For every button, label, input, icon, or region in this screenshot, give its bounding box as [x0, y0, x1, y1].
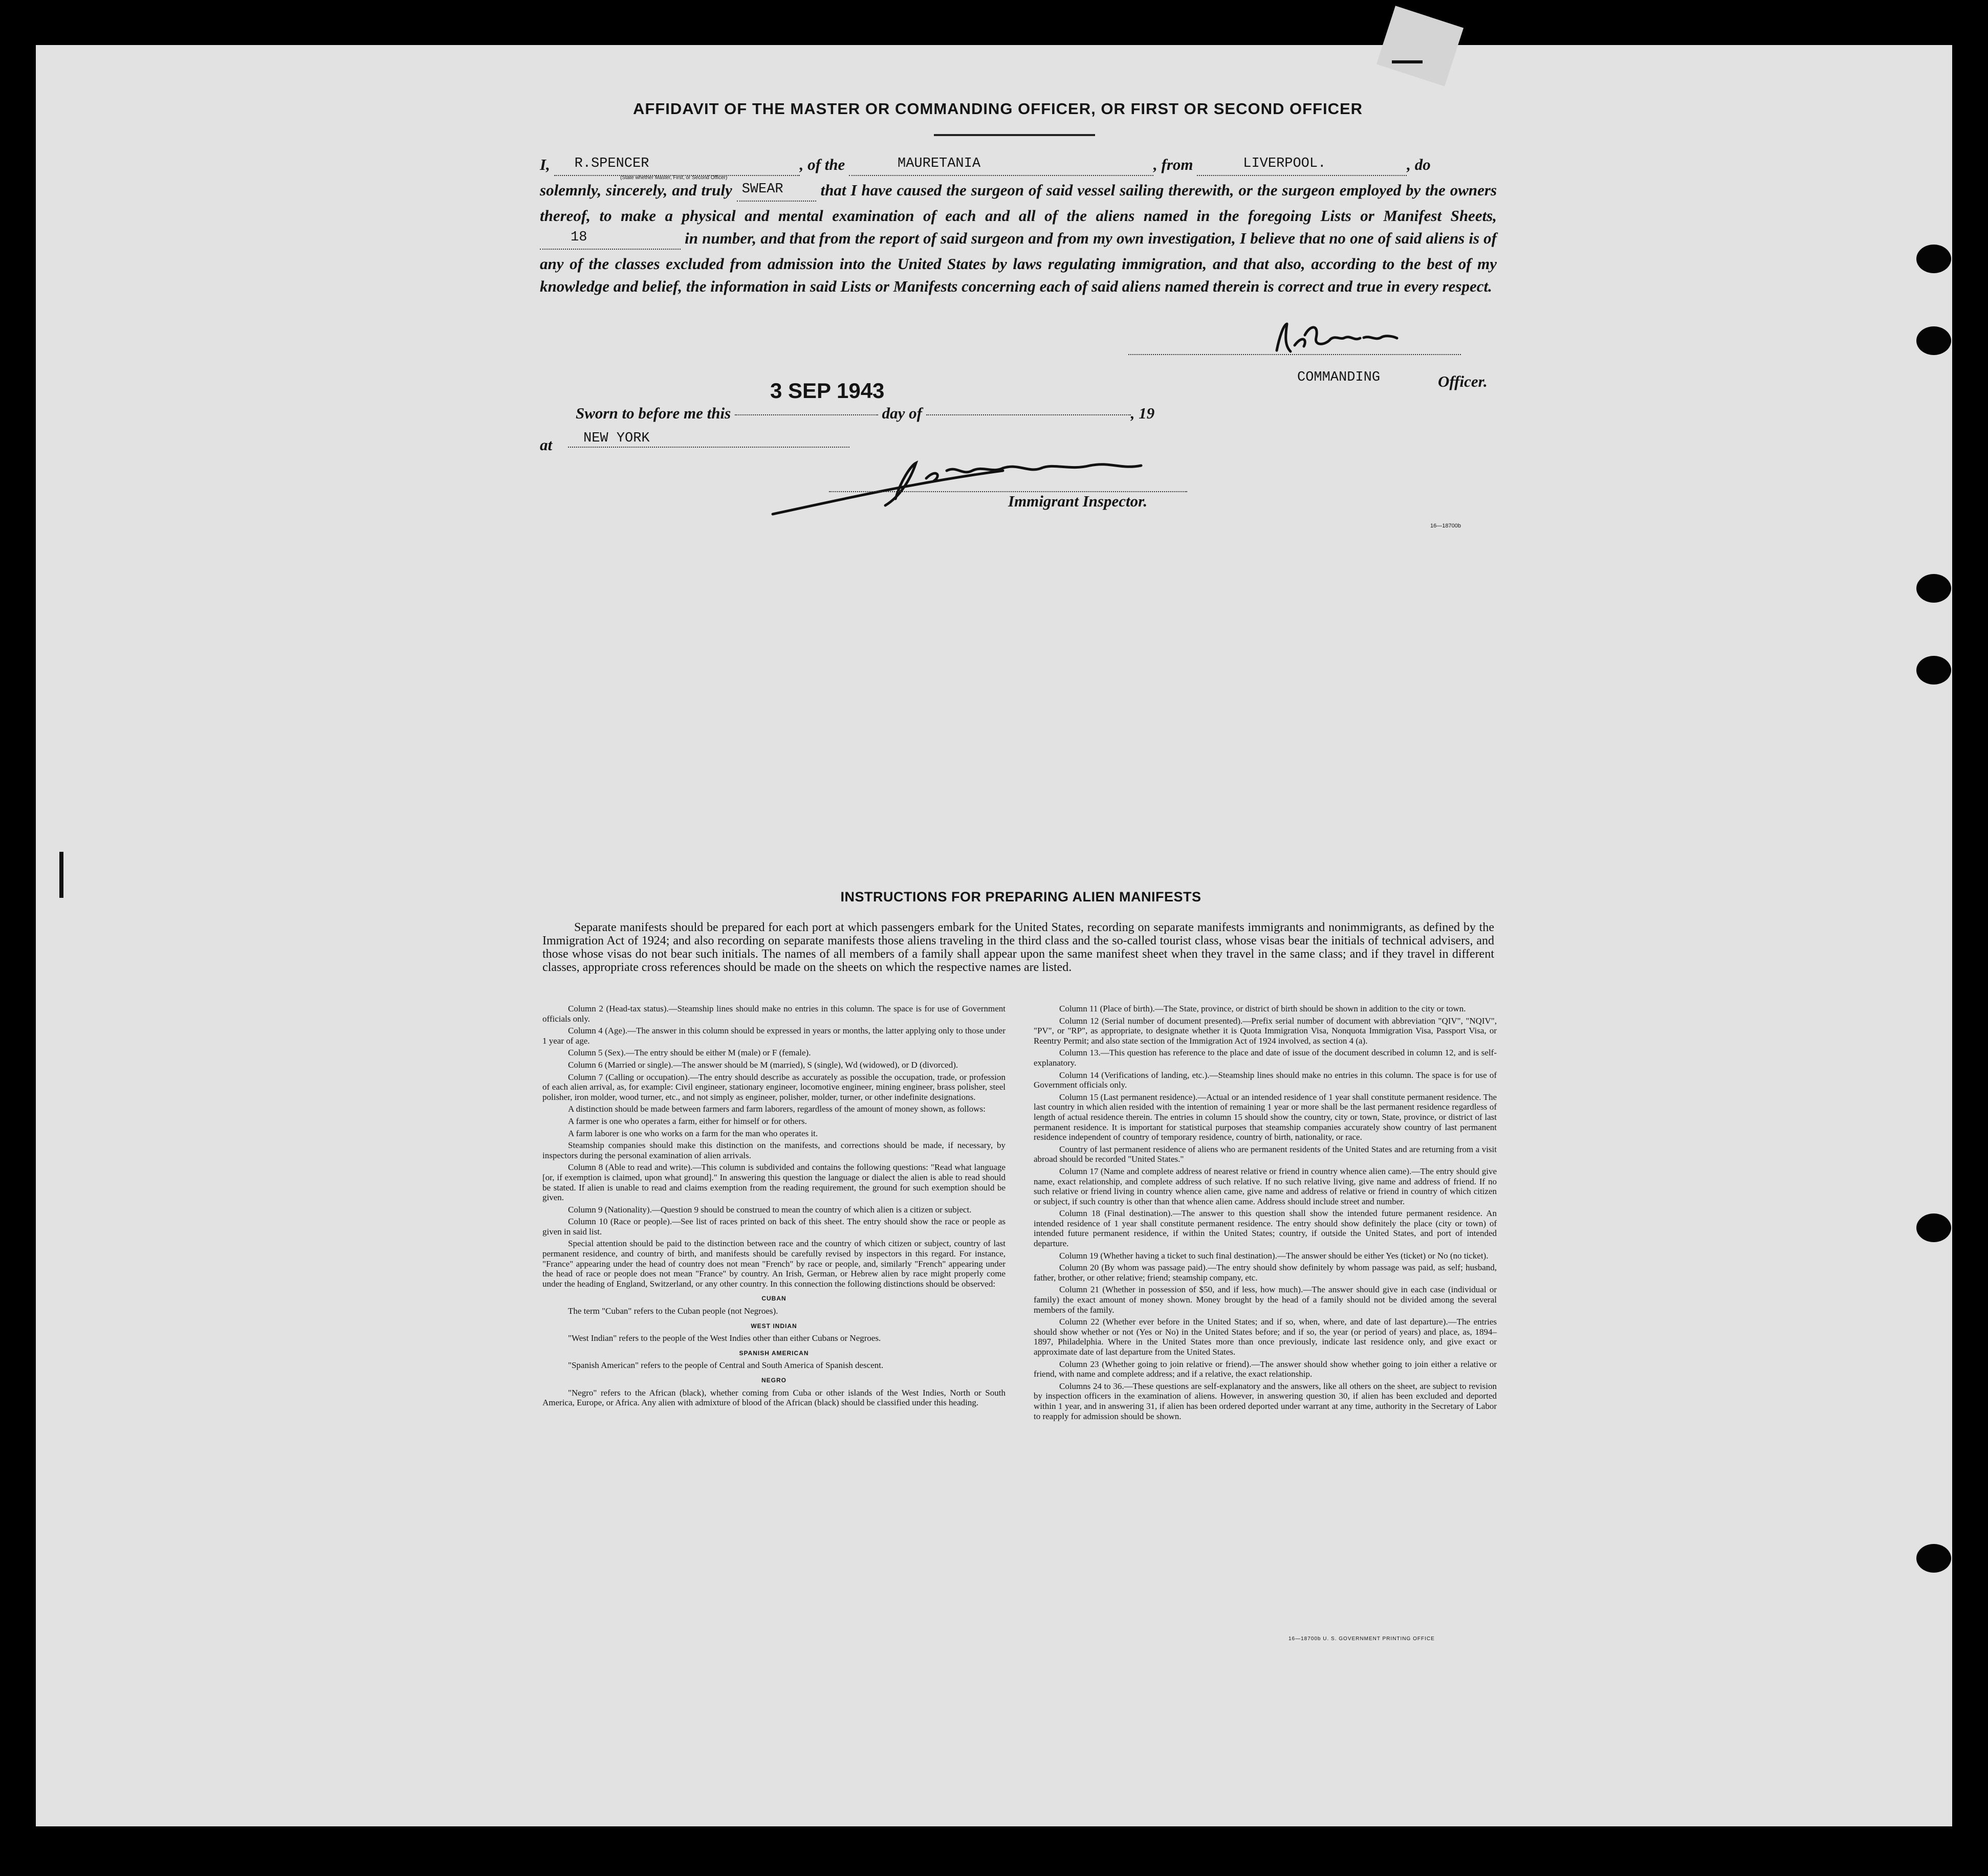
binder-hole: [1916, 245, 1951, 273]
instructions-title: INSTRUCTIONS FOR PREPARING ALIEN MANIFESTS: [840, 889, 1201, 904]
from-label: , from: [1153, 156, 1193, 173]
instruction-paragraph: Column 7 (Calling or occupation).—The entry should describe as accurately as possible the occupation, trade, or profession of each alien arrival, as, for example: Civil engineer, stationary engineer, locomotive engineer, mining engineer, brass polisher, steel polisher, iron molder, wood turner, etc., and not simply as engineer, polisher, molder, turner, or other indefinite designations.: [542, 1072, 1006, 1102]
at-label: at: [540, 436, 553, 454]
sworn-label: Sworn to before me this: [576, 404, 731, 422]
solemnly-text: solemnly, sincerely, and truly: [540, 181, 732, 199]
instruction-paragraph: Column 15 (Last permanent residence).—Actual or an intended residence of 1 year shall constitute permanent residence. The last country in which alien resided with the intention of remaining 1 year or more shall be the last permanent residence regardless of length of actual residence therein. The entries in column 15 should show the country, city or town, State, province, or district of last permanent residence. It is important for statistical purposes that steamship companies accurately show country of last permanent residence independent of country of temporary residence, country of birth, nationality, or race.: [1034, 1092, 1497, 1142]
instruction-paragraph: Column 18 (Final destination).—The answer to this question shall show the intended future permanent residence. An intended residence of 1 year shall constitute permanent residence. The entry should show definitely the place (city or town) of intended future permanent residence, if within the United States; country, if outside the United States, and port of intended departure.: [1034, 1208, 1497, 1249]
title-rule: [934, 134, 1095, 136]
binder-hole: [1916, 1544, 1951, 1573]
instruction-paragraph: Column 22 (Whether ever before in the United States; and if so, when, where, and date of last departure).—The entries should show whether or not (Yes or No) in the United States before; and if so, the year (or period of years) and place, as, 1894–1897, Philadelphia. Where in the United States more than once previously, indicate last residence only, and give exact or approximate date of last departure from the United States.: [1034, 1317, 1497, 1357]
year-prefix: , 19: [1130, 404, 1155, 422]
binder-hole: [1916, 1213, 1951, 1242]
spanish-american-heading: SPANISH AMERICAN: [739, 1349, 809, 1357]
place-line: [568, 447, 849, 448]
binder-hole: [1916, 656, 1951, 685]
printing-office-footer: 16—18700b U. S. GOVERNMENT PRINTING OFFICE: [1288, 1636, 1435, 1642]
west-indian-heading: WEST INDIAN: [751, 1322, 797, 1330]
instructions-intro: Separate manifests should be prepared for each port at which passengers embark for the United States, recording on separate manifests immigrants and nonimmigrants, as defined by the Immigration Act of 1924; and also recording on separate manifests those aliens traveling in the third class and the so-called tourist class, whose visas bear the initials of technical advisers, and those whose visas do not bear such initials. The names of all members of a family shall appear upon the same manifest sheet when they travel in the same class; and if they travel in different classes, appropriate cross references should be made on the sheets on which the respective names are listed.: [542, 921, 1494, 974]
instruction-paragraph: Column 8 (Able to read and write).—This column is subdivided and contains the following questions: "Read what language [or, if exemption is claimed, upon what ground]." In answering this question the language or dialect the alien is able to read should be stated. If alien is unable to read and claims exemption from the reading requirement, the ground for such exemption should be given.: [542, 1162, 1006, 1203]
instruction-paragraph: Column 10 (Race or people).—See list of races printed on back of this sheet. The entry should show the race or people as given in said list.: [542, 1217, 1006, 1237]
officer-name: R.SPENCER: [554, 152, 800, 176]
affidavit-text-2: in number, and that from the report of said surgeon and from my own investigation, I believe that no one of said aliens is of any of the classes excluded from admission into the United States by laws regulating immigration, and that also, according to the best of my knowledge and belief, the information in said Lists or Manifests concerning each of said aliens named therein is correct and true in every respect.: [540, 229, 1497, 295]
instruction-paragraph: Column 14 (Verifications of landing, etc.).—Steamship lines should make no entries in this column. The space is for use of Government officials only.: [1034, 1070, 1497, 1090]
instruction-paragraph: A farmer is one who operates a farm, either for himself or for others.: [568, 1116, 807, 1126]
instruction-paragraph: Column 23 (Whether going to join relative or friend).—The answer should show whether going to join either a relative or friend, with name and complete address; and if a relative, the exact relationship.: [1034, 1359, 1497, 1379]
instructions-left-column: [542, 1004, 1006, 1410]
instruction-paragraph: Column 4 (Age).—The answer in this column should be expressed in years or months, the latter applying only to those under 1 year of age.: [542, 1026, 1006, 1046]
instruction-paragraph: Column 5 (Sex).—The entry should be either M (male) or F (female).: [568, 1048, 811, 1058]
sworn-place: NEW YORK: [583, 431, 650, 446]
instruction-paragraph: Column 6 (Married or single).—The answer should be M (married), S (single), Wd (widowed), or D (divorced).: [568, 1060, 958, 1070]
instruction-paragraph: Column 12 (Serial number of document presented).—Prefix serial number of document with abbreviation "QIV", "NQIV", "PV", or "RP", as appropriate, to designate whether it is Quota Immigration Visa, Nonquota Immigration Visa, Passport Visa, or Reentry Permit; and also state section of the Immigration Act of 1924 involved, as section 4 (a).: [1034, 1016, 1497, 1046]
instruction-paragraph: Country of last permanent residence of aliens who are permanent residents of the United States and are returning from a visit abroad should be recorded "United States.": [1034, 1144, 1497, 1164]
of-the-label: , of the: [799, 156, 845, 173]
cuban-definition: The term "Cuban" refers to the Cuban people (not Negroes).: [568, 1306, 778, 1316]
edge-mark: [1392, 60, 1423, 63]
edge-mark: [59, 852, 63, 898]
instruction-paragraph: Columns 24 to 36.—These questions are self-explanatory and the answers, like all others on the sheet, are subject to revision by inspection officers in the examination of aliens. However, in answering question 30, if alien has been excluded and deported within 1 year, and in answering 31, if alien has been ordered deported under warrant at any time, authority in the Secretary of Labor to reapply for admission should be shown.: [1034, 1381, 1497, 1421]
port-name: LIVERPOOL.: [1197, 152, 1407, 176]
negro-definition: "Negro" refers to the African (black), whether coming from Cuba or other islands of the West Indies, North or South America, Europe, or Africa. Any alien with admixture of blood of the African (black) should be classified under this heading.: [542, 1387, 1006, 1408]
instruction-paragraph: Special attention should be paid to the distinction between race and the country of which citizen or subject, country of last permanent residence, and country of birth, and manifests should be carefully revised by inspectors in this regard. For instance, "France" appearing under the head of country does not mean "French" by race or people, and, similarly "French" appearing under the head of race or people does not mean "France" by country. An Irish, German, or Hebrew alien by race might properly come under the heading of England, Switzerland, or any other country. In this connection the following distinctions should be observed:: [542, 1239, 1006, 1289]
inspector-label: Immigrant Inspector.: [1008, 492, 1148, 510]
affidavit-text-1: that I have caused the surgeon of said vessel sailing therewith, or the surgeon employed by the owners thereof, to make a physical and mental examination of each and all of the aliens named in the foregoing Lists or Manifest Sheets,: [540, 181, 1497, 225]
instruction-paragraph: Column 13.—This question has reference to the place and date of issue of the document described in column 12, and is self-explanatory.: [1034, 1048, 1497, 1068]
west-indian-definition: "West Indian" refers to the people of the West Indies other than either Cubans or Negroes.: [568, 1333, 881, 1343]
do-label: , do: [1407, 156, 1431, 173]
lead-i: I,: [540, 156, 550, 173]
rank-hint: (State whether Master, First, or Second Officer): [620, 175, 728, 181]
oath-word: SWEAR: [737, 178, 816, 202]
instruction-paragraph: Column 20 (By whom was passage paid).—The entry should show definitely by whom passage was paid, as self; husband, father, brother, or other relative; friend; steamship company, etc.: [1034, 1263, 1497, 1283]
instruction-paragraph: Column 11 (Place of birth).—The State, province, or district of birth should be shown in addition to the city or town.: [1059, 1004, 1466, 1013]
sworn-day-blank: [735, 414, 878, 415]
instruction-paragraph: A distinction should be made between farmers and farm laborers, regardless of the amount of money shown, as follows:: [568, 1104, 986, 1114]
officer-signature-line: [1128, 354, 1461, 355]
instruction-paragraph: Column 19 (Whether having a ticket to such final destination).—The answer should be either Yes (ticket) or No (no ticket).: [1059, 1250, 1489, 1261]
inspector-signature: [762, 450, 1197, 522]
vessel-name: MAURETANIA: [849, 152, 1153, 176]
instruction-paragraph: Steamship companies should make this distinction on the manifests, and corrections should be made, if necessary, by inspectors during the personal examination of alien arrivals.: [542, 1140, 1006, 1160]
binder-hole: [1916, 574, 1951, 603]
cuban-heading: CUBAN: [761, 1295, 787, 1303]
day-of-label: day of: [882, 404, 922, 422]
instruction-paragraph: Column 9 (Nationality).—Question 9 should be construed to mean the country of which alien is a citizen or subject.: [568, 1204, 972, 1215]
sworn-month-blank: [926, 414, 1131, 415]
officer-label: Officer.: [1438, 372, 1488, 390]
sworn-line: [576, 404, 1154, 423]
sworn-date-stamp: 3 SEP 1943: [770, 379, 885, 403]
instruction-paragraph: Column 17 (Name and complete address of nearest relative or friend in country whence alien came).—The entry should give name, exact relationship, and complete address of such relative. If no such relative living, give name and address of friend. If no such relative or friend living in country whence alien came, give name and address of relative or friend in country of which citizen or subject, if such country is other than that whence alien came. Address should include street and number.: [1034, 1166, 1497, 1206]
spanish-american-definition: "Spanish American" refers to the people of Central and South America of Spanish descent.: [568, 1360, 884, 1371]
instruction-paragraph: Column 21 (Whether in possession of $50, and if less, how much).—The answer should give in each case (individual or family) the exact amount of money shown. Money brought by the head of a family should not be divided among the several members of the family.: [1034, 1285, 1497, 1315]
negro-heading: NEGRO: [761, 1377, 787, 1384]
affidavit-title: AFFIDAVIT OF THE MASTER OR COMMANDING OFFICER, OR FIRST OR SECOND OFFICER: [632, 100, 1363, 118]
instruction-paragraph: A farm laborer is one who works on a farm for the man who operates it.: [568, 1128, 818, 1138]
officer-signature: [1259, 315, 1453, 366]
instructions-right-column: [1034, 1004, 1497, 1423]
form-number: 16—18700b: [1430, 523, 1461, 529]
instruction-paragraph: Column 2 (Head-tax status).—Steamship lines should make no entries in this column. The space is for use of Government officials only.: [542, 1004, 1006, 1024]
binder-hole: [1916, 326, 1951, 355]
officer-rank: COMMANDING: [1297, 370, 1381, 385]
sheet-count: 18: [540, 226, 681, 250]
